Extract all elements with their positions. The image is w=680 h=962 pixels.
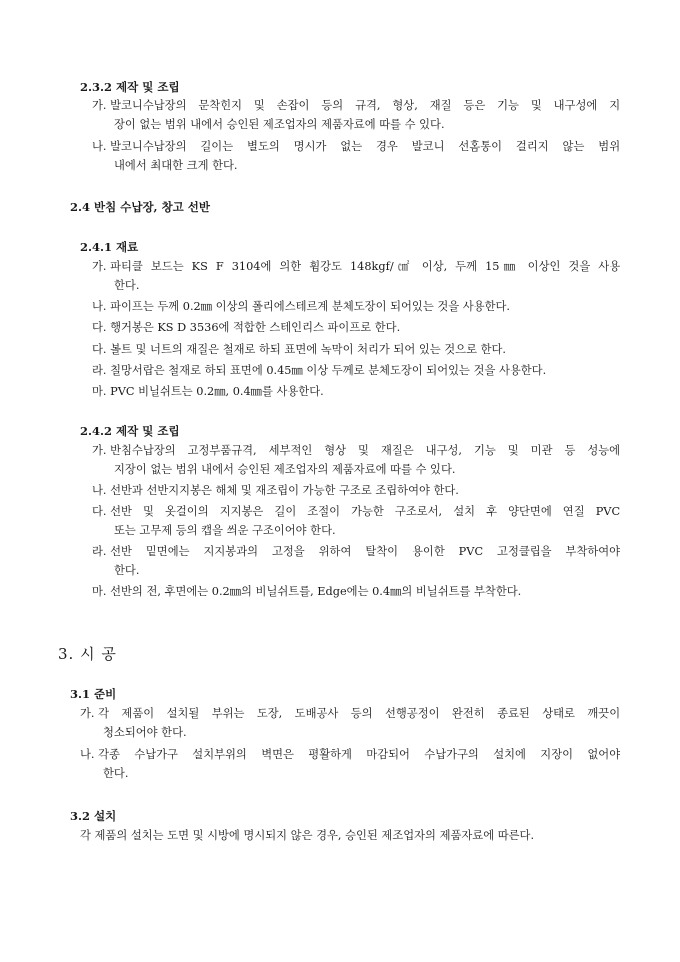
s242-item-4-cont: 한다. [114,564,140,577]
section-2-4-2-title: 2.4.2 제작 및 조립 [80,424,180,438]
section-2-3-2-title: 2.3.2 제작 및 조립 [80,80,180,94]
s241-item-3 [92,318,400,337]
item-marker: 나. [80,748,95,761]
section-2-4-1-title: 2.4.1 재료 [80,240,139,254]
item-marker: 마. [92,585,107,598]
section-3-1-title: 3.1 준비 [70,687,117,701]
item-marker: 가. [92,444,107,457]
item-line: 파이프는 두께 0.2㎜ 이상의 폴리에스테르계 분체도장이 되어있는 것을 사용한다. [110,300,510,313]
s242-item-1 [92,441,620,460]
item-marker: 라. [92,364,107,377]
s31-item-1 [80,704,620,723]
s232-item-2-cont: 내에서 최대한 크게 한다. [114,159,238,172]
item-line: 선반 및 옷걸이의 지지봉은 길이 조절이 가능한 구조로서, 설치 후 양단면에 연질 PVC [110,505,621,518]
section-3-2-title: 3.2 설치 [70,809,117,823]
item-line: 선반의 전, 후면에는 0.2㎜의 비닐쉬트를, Edge에는 0.4㎜의 비닐쉬트를 부착한다. [110,585,522,598]
item-marker: 나. [92,140,107,153]
s242-item-1-cont: 지장이 없는 범위 내에서 승인된 제조업자의 제품자료에 따를 수 있다. [114,463,456,476]
item-marker: 가. [80,707,95,720]
item-marker: 다. [92,505,107,518]
item-line: 반침수납장의 고정부품규격, 세부적인 형상 및 재질은 내구성, 기능 및 미관 등 성능에 [110,444,621,457]
s31-item-1-cont: 청소되어야 한다. [103,726,187,739]
item-line: 각 제품이 설치될 부위는 도장, 도배공사 등의 선행공정이 완전히 종료된 상태로 깨끗이 [98,707,621,720]
item-marker: 나. [92,484,107,497]
s232-item-1 [92,96,620,115]
item-line: 발코니수납장의 길이는 별도의 명시가 없는 경우 발코니 선홈통이 걸리지 않는 범위 [110,140,621,153]
item-marker: 나. [92,300,107,313]
section-3-2-text: 각 제품의 설치는 도면 및 시방에 명시되지 않은 경우, 승인된 제조업자의 제품자료에 따른다. [80,829,535,842]
s241-item-2 [92,297,510,316]
item-marker: 다. [92,321,107,334]
s241-item-1 [92,257,620,276]
item-marker: 다. [92,343,107,356]
item-marker: 가. [92,99,107,112]
item-line: 행거봉은 KS D 3536에 적합한 스테인리스 파이프로 한다. [110,321,401,334]
item-line: 볼트 및 너트의 재질은 철재로 하되 표면에 녹막이 처리가 되어 있는 것으로 한다. [110,343,507,356]
s232-item-1-cont: 장이 없는 범위 내에서 승인된 제조업자의 제품자료에 따를 수 있다. [114,118,445,131]
item-line: 칠망서랍은 철재로 하되 표면에 0.45㎜ 이상 두께로 분체도장이 되어있는 것을 사용한다. [110,364,547,377]
section-2-4-title: 2.4 반침 수납장, 창고 선반 [70,200,211,214]
s242-item-4 [92,542,620,561]
s232-item-2 [92,137,620,156]
item-line: 발코니수납장의 문착힌지 및 손잡이 등의 규격, 형상, 재질 등은 기능 및 내구성에 지 [110,99,621,112]
item-marker: 라. [92,545,107,558]
s242-item-5 [92,582,521,601]
s242-item-2 [92,481,459,500]
item-marker: 가. [92,260,107,273]
s31-item-2 [80,745,620,764]
item-line: 파티클 보드는 KS F 3104에 의한 휨강도 148kgf/㎠ 이상, 두께 15㎜ 이상인 것을 사용 [110,260,621,273]
s242-item-3-cont: 또는 고무제 등의 캡을 씌운 구조이어야 한다. [114,524,336,537]
section-3-title: 3. 시 공 [58,645,117,663]
s241-item-1-cont: 한다. [114,279,140,292]
item-marker: 마. [92,385,107,398]
s242-item-3 [92,502,620,521]
item-line: PVC 비닐쉬트는 0.2㎜, 0.4㎜를 사용한다. [110,385,324,398]
s31-item-2-cont: 한다. [103,767,129,780]
item-line: 각종 수납가구 설치부위의 벽면은 평활하게 마감되어 수납가구의 설치에 지장이 없어야 [98,748,621,761]
item-line: 선반과 선반지지봉은 해체 및 재조립이 가능한 구조로 조립하여야 한다. [110,484,459,497]
s241-item-6 [92,382,324,401]
s241-item-4 [92,340,506,359]
item-line: 선반 밑면에는 지지봉과의 고정을 위하여 탈착이 용이한 PVC 고정클립을 부착하여야 [110,545,621,558]
s241-item-5 [92,361,546,380]
